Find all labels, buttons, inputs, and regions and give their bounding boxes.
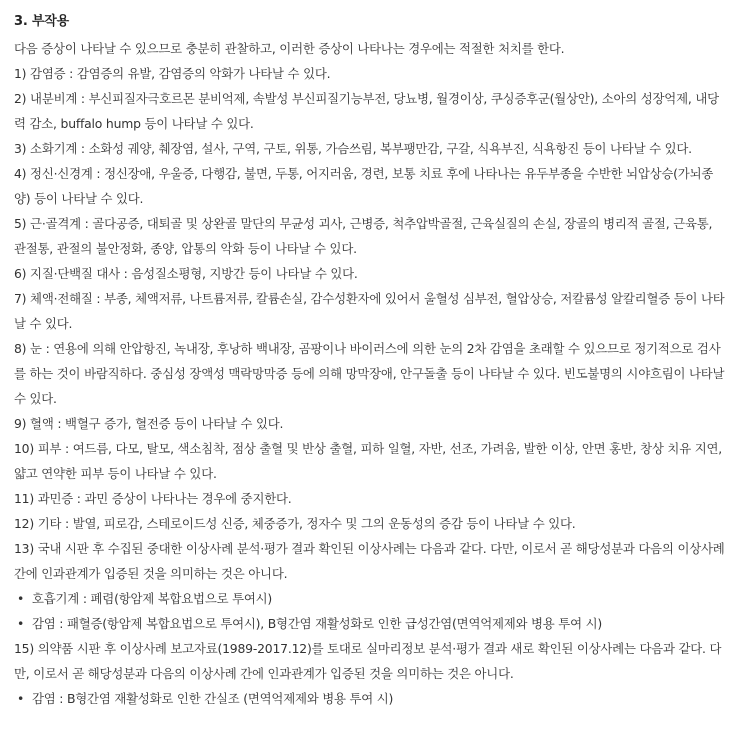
section-intro: 다음 증상이 나타날 수 있으므로 충분히 관찰하고, 이러한 증상이 나타나는 경우에는 적절한 처치를 한다. <box>14 41 565 56</box>
bullet-infection-13: • 감염 : 패혈증(항암제 복합요법으로 투여시), B형간염 재활성화로 인한 급성간염(면역억제제와 병용 투여 시) <box>14 611 726 636</box>
list-item-10: 10) 피부 : 여드름, 다모, 탈모, 색소침착, 점상 출혈 및 반상 출혈, 피하 일혈, 자반, 선조, 가려움, 발한 이상, 안면 홍반, 창상 치유 지연, 얇고 연약한 피부 등이 나타날 수 있다. <box>14 441 722 481</box>
list-item-6: 6) 지질·단백질 대사 : 음성질소평형, 지방간 등이 나타날 수 있다. <box>14 266 358 281</box>
list-item-2: 2) 내분비계 : 부신피질자극호르몬 분비억제, 속발성 부신피질기능부전, 당뇨병, 월경이상, 쿠싱증후군(월상안), 소아의 성장억제, 내당력 감소, buffalo hump 등이 나타날 수 있다. <box>14 91 719 131</box>
list-item-11: 11) 과민증 : 과민 증상이 나타나는 경우에 중지한다. <box>14 491 292 506</box>
list-item-13: 13) 국내 시판 후 수집된 중대한 이상사례 분석·평가 결과 확인된 이상사례는 다음과 같다. 다만, 이로서 곧 해당성분과 다음의 이상사례 간에 인과관계가 입증된 것을 의미하는 것은 아니다. <box>14 541 725 581</box>
list-item-7: 7) 체액·전해질 : 부종, 체액저류, 나트륨저류, 칼륨손실, 감수성환자에 있어서 울혈성 심부전, 혈압상승, 저칼륨성 알칼리혈증 등이 나타날 수 있다. <box>14 291 725 331</box>
list-item-8: 8) 눈 : 연용에 의해 안압항진, 녹내장, 후낭하 백내장, 곰팡이나 바이러스에 의한 눈의 2차 감염을 초래할 수 있으므로 정기적으로 검사를 하는 것이 바람직하다. 중심성 장액성 맥락망막증 등에 의해 망막장애, 안구돌출 등이 나타날 수 있다. 빈도불명의 시야흐림이 나타날 수 있다. <box>14 341 725 406</box>
list-item-9: 9) 혈액 : 백혈구 증가, 혈전증 등이 나타날 수 있다. <box>14 416 284 431</box>
list-item-15: 15) 의약품 시판 후 이상사례 보고자료(1989-2017.12)를 토대로 실마리정보 분석·평가 결과 새로 확인된 이상사례는 다음과 같다. 다만, 이로서 곧 해당성분과 다음의 이상사례 간에 인과관계가 입증된 것을 의미하는 것은 아니다. <box>14 641 722 681</box>
list-item-3: 3) 소화기계 : 소화성 궤양, 췌장염, 설사, 구역, 구토, 위통, 가슴쓰림, 복부팽만감, 구갈, 식욕부진, 식욕항진 등이 나타날 수 있다. <box>14 141 692 156</box>
list-item-5: 5) 근·골격계 : 골다공증, 대퇴골 및 상완골 말단의 무균성 괴사, 근병증, 척추압박골절, 근육실질의 손실, 장골의 병리적 골절, 근육통, 관절통, 관절의 불안정화, 종양, 압통의 악화 등이 나타날 수 있다. <box>14 216 713 256</box>
list-item-1: 1) 감염증 : 감염증의 유발, 감염증의 악화가 나타날 수 있다. <box>14 66 331 81</box>
bullet-respiratory: • 호흡기계 : 폐렴(항암제 복합요법으로 투여시) <box>14 586 726 611</box>
bullet-infection-15: • 감염 : B형간염 재활성화로 인한 간실조 (면역억제제와 병용 투여 시) <box>14 686 726 711</box>
section-heading: 3. 부작용 <box>14 14 69 29</box>
list-item-4: 4) 정신·신경계 : 정신장애, 우울증, 다행감, 불면, 두통, 어지러움, 경련, 보통 치료 후에 나타나는 유두부종을 수반한 뇌압상승(가뇌종양) 등이 나타날 수 있다. <box>14 166 714 206</box>
list-item-12: 12) 기타 : 발열, 피로감, 스테로이드성 신증, 체중증가, 정자수 및 그의 운동성의 증감 등이 나타날 수 있다. <box>14 516 576 531</box>
